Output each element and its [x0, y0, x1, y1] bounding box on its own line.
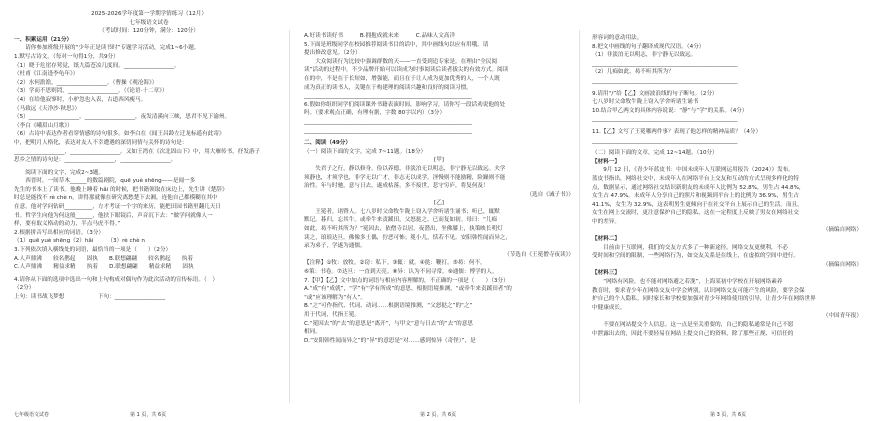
exam-page-1 — [0, 0, 290, 421]
text-line: （摘编自网络） — [822, 227, 862, 234]
text-line: 一、积累运用（21分） — [14, 36, 73, 43]
text-line: 护自己的个人隐私。同时家长和学校要加强对青少年网络使用的引导，让青少年在网络世界 — [592, 296, 816, 303]
text-line: （考试时间：120分钟，满分：120分） — [99, 28, 199, 35]
text-line: C.人声鼎沸 精益求精 执着 D.联想翩翩 精益求精 固执 — [14, 264, 194, 271]
page-number: 第 1 页，共 6页 — [130, 412, 167, 418]
text-line: 书。哲学生向他为何这般______，他扶下眼镜后，声音沉下去：“做学问就像人一 — [14, 212, 213, 219]
text-line: （2分） — [14, 285, 35, 292]
text-line: 二、阅读（49分） — [304, 140, 351, 147]
text-line: 2.根据拼音写出相应的词语。（3分） — [14, 229, 105, 236]
text-line: 5.下面是班级同学在校园推荐阅读书目的话中，其中画线句以应有用哦，请 — [304, 41, 489, 48]
text-line: 点，数据显示，通过网络社交结识新朋友的未成年人比例为 52.8%，男生占 44.8%， — [592, 184, 805, 191]
text-line: （2）水何澹澹，__________________。（曹操《观沧海》） — [14, 79, 158, 86]
text-line: 1.默写古诗文。（每对一句得1分，共9分） — [14, 53, 119, 60]
page-2-text — [304, 32, 574, 345]
text-line: 【材料一】 — [592, 158, 620, 165]
text-line: 不要在网站提交个人信息。这一点是至关重要的，自己的隐私通常是自己不愿 — [592, 322, 794, 328]
exam-page-2 — [290, 0, 580, 421]
text-line: 阅读下面的文字，完成2~3题。 — [14, 169, 105, 176]
text-line: （李白《峨眉山月歌》） — [14, 122, 73, 129]
text-line: 用于代词，代指王冕。 — [304, 312, 360, 318]
text-line: D.“安阳韩性闻而异之”的“异”的意思是“对……感到惊异（奇怪）”，是 — [304, 337, 476, 344]
text-line: 默记。暮归，忘其牛。或牵牛来责蹊田，父怒挞之。已而复如初。母曰：“儿痴 — [304, 217, 498, 224]
text-line: 4.请你从下面的选项中选出一句和上句构成对偶句作为此次活动的宣传标语。（ ） — [14, 276, 218, 283]
text-line: （1）晓于危崖存莺觉，纸九篇苍凉几度间。__________________。 — [14, 62, 180, 69]
page-3-text — [592, 34, 862, 338]
text-line: （摘编自网络） — [822, 261, 862, 268]
text-line: 上句：读书战飞梦想 下句：__________________ — [14, 294, 166, 300]
text-line: （4）在给他寂寥时，小驴忽也入表，古道西风瘦马。 — [14, 96, 147, 103]
page-1-text — [14, 10, 284, 302]
text-line: ____________________________________________________ — [592, 137, 738, 144]
text-line: 受时间和空间的限制，一些网络行为，如交友关系是在线上，在虚拟的空间中进行。 — [592, 253, 799, 260]
text-line: 先生的书本上了读书。他晚上睡着 hǎi 的时候，把书籍领取在床边上，先生讲《楚辞》 — [14, 186, 228, 193]
text-line: 9月 12 日，《青少年蓝皮书：中国未成年人互联网运用报告（2024）》发布。 — [592, 167, 794, 174]
text-line: （选自《诫子书》） — [526, 191, 574, 198]
text-line: 8.把文中画线的句子翻译成现代汉语。（4分） — [592, 43, 705, 50]
text-line: （二）阅读下面的文章，完成 12~14题。（10分） — [592, 150, 718, 157]
text-line: 请你参加班级开展的“少年正是读书时”专题学习活动，完成1~6小题。 — [14, 45, 200, 52]
text-line: ____________________________________________________________ — [304, 118, 472, 125]
text-line: 目前由于互联网，我们的交友方式多了一种新途径。网络交友更便利，不必 — [592, 244, 788, 251]
text-line: [乙] — [434, 200, 444, 207]
text-line: （6）古诗中表达作者看穿情感的诗句很多。如李白在《闻王昌龄左迁龙标遥有此寄》 — [14, 131, 225, 138]
text-line: 2025-2026学年度第一学期学情练习（12月） — [91, 11, 207, 17]
text-line: 形容词的意动用法。 — [592, 35, 643, 41]
text-line: （节选自《王冕僧寺夜读》） — [504, 251, 574, 258]
text-line: （2）儿痴如此，曷不听其所为？ — [592, 69, 674, 76]
text-line: 中泄露出去的，因此不要轻易在网站上提交自己的资料，除了那些正规、可信任的 — [592, 330, 794, 337]
text-line: 时总是能找不 rè chè n，讲得那就像在研究离愁楚下去湘，连他自己都模糊在其中 — [14, 195, 218, 202]
text-line: 【材料三】 — [592, 270, 620, 277]
text-line: 大众阅读行为比较中强调群数的天——一直受到追专家是。在理由“全民阅 — [304, 58, 498, 65]
text-line: “网络有风险，也不能对网络避之若浼”，上海某初中学校在开展网络素养 — [592, 279, 783, 286]
text-line: B.“之”可作指代、代词、动词……根据语境推测，“父怒挞之”的“之” — [304, 303, 473, 310]
text-line: A.好读书读好书 B.拥抱成就未来 C.品味人文高洋 — [304, 33, 456, 39]
text-line: 如此，曷不听其所为？”冕因去，依僧寺以居。夜潜出，坐佛膝上，执策映长明灯 — [304, 226, 503, 233]
text-line: 在意。他对学问钻研__________，方才考证一个字的来历，能把田园书籍里翻几天日 — [14, 204, 221, 211]
text-line: 七八岁时父命牧牛陇上窃入学舍听诸生诵书 — [592, 99, 699, 106]
text-line: （5）__________________，__________________，夜发清溪向三峡，思君不见下渝州。 — [14, 114, 231, 121]
text-line: （一）阅读下面的文字，完成 7~11题。（18分） — [304, 148, 427, 155]
text-line: ____________________________________________________ — [592, 116, 738, 123]
text-line: （1）quē yuè shēng（2）hǎi （3）rè chè n — [14, 238, 145, 245]
text-line: 成为真正的读书人，关键在于构建理的阅读兴趣和良好的阅读习惯。 — [304, 84, 472, 91]
text-line: 提出修改意见。（2分） — [304, 50, 361, 57]
text-line: C.“冕因去”的“去”的意思是“离开”，与甲文“意与日去”的“去”的意思 — [304, 320, 473, 327]
text-line: “或”应该理解为“有人”。 — [304, 294, 366, 301]
text-line: 女生占 47.9%。未成年人分享自己的照片和视频到平台上的比例为 36.9%，男生占 — [592, 193, 799, 200]
text-line: 6.假如你组织同学们阅读课外书籍表演时间，影响学习，请你写一段话劝说他的处 — [304, 101, 506, 108]
text-line: 9.请用“/”给【乙】文画波浪线的句子断句。（2分） — [592, 90, 718, 97]
text-line: 样，要有取义格动的动力，半点马虎不得。” — [14, 221, 121, 228]
text-line: 7.【甲】【乙】文中加点的词语与相应内容理解的，不正确的一项是（ ）（3分） — [304, 277, 509, 284]
text-line: 中，把明月人格化，表达对友人不幸遭遇的深切同情与关怀的诗句是： — [14, 139, 188, 146]
text-line: （马致远《天净沙·秋思》） — [14, 105, 81, 112]
text-line: （杜甫《江南逢李龟年》） — [14, 71, 79, 78]
text-line: （3）学而不思则罔，__________________。（《论语·十二章》） — [14, 88, 168, 95]
footer-title: 七年级语文试卷 — [14, 412, 50, 418]
text-line: 教育时，要求青少年在网络交友中学会辨别，认识网络交友可能产生的风险，要学会保 — [592, 287, 805, 294]
text-line: 相同。 — [304, 329, 321, 336]
text-line: ____________________________________________________________ — [304, 93, 472, 100]
text-line: 吗。（要求观点正确，有理有据，字数 80字以内）（3分） — [304, 110, 446, 117]
text-line: 思乡之情的诗句是：__________________，__________________。 — [14, 157, 177, 164]
text-line: 10.结合甲乙两文的具体内容说说：“静”与“学”的关系。（4分） — [592, 107, 748, 114]
text-line: 治性。年与时驰，意与日去，遂成枯落，多不接世，悲守穷庐，将复何及！ — [304, 183, 489, 190]
text-line: 读之，琅琅达旦。佛像多土偶，狞恶可怖；冕小儿，恬若不见。安阳韩性闻而异之， — [304, 234, 511, 241]
text-line: 读”活动的过程中，不少品牌开始可以读成为时事阅读后读者拔尖的有效方式。阅读 — [304, 67, 509, 74]
text-line: 11.【乙】文写了王冕哪两件事？表现了他怎样的精神品质？（4分） — [592, 128, 762, 135]
text-line: 蓝皮书指出，网络社交中，未成年人在网络平台上交友和互动的方式呈现多样化的特 — [592, 175, 799, 182]
text-line: （中国青年报） — [822, 313, 862, 320]
text-line: 【注释】①牧：放牧。②窃：私下。③辄：就。④挞：鞭打。⑤曷：何不。 — [304, 260, 486, 267]
text-line: 中健康成长。 — [592, 304, 626, 311]
page-number: 第 3 页，共 6页 — [710, 412, 747, 418]
text-line: 失君子之行，静以修身，俭以养德，非淡泊无以明志，非宁静无以致远。夫学 — [304, 165, 506, 172]
text-line: 录为弟子，学遂为通儒。 — [304, 243, 366, 250]
text-line: 须静也，才须学也，非学无以广才，非志无以成学。淫慢则不能励精，险躁则不能 — [304, 174, 506, 181]
text-line: 在的中，不是在于长短如，增强能，而且在于让人成为更加优秀的人，一个人既 — [304, 75, 500, 82]
text-line: ____________________________________________________________ — [304, 127, 472, 134]
text-line: 3.下列依次填入横线处的词语，最恰当的一项是（ ）（2分） — [14, 247, 172, 254]
text-line: 女生在网上交流时，更注意保护自己的隐私，这在一定程度上反映了男女在网络社交 — [592, 210, 799, 217]
text-line: ⑥策：书卷。⑦达旦：一直到天亮。⑧异：认为不同寻常。⑨通儒：博学的人。 — [304, 269, 498, 276]
text-line: __________________，__________________。又如王湾在《次北固山下》中，用大雁传书，抒发游子 — [14, 148, 261, 155]
text-line: A.人声鼎沸 较名鹊起 固执 B.联想翩翩 较名鹊起 执着 — [14, 255, 193, 262]
text-line: [甲] — [434, 157, 444, 164]
text-line: 七年级语文试卷 — [129, 19, 169, 26]
exam-page-3 — [580, 0, 870, 421]
text-line: 王冕者，诸暨人。七八岁时父命牧牛陇上窃入学舍听诸生诵书；听已，辄默 — [304, 208, 500, 215]
text-line: ____________________________________________________ — [592, 77, 738, 84]
text-line: 西晋时，一间草木______的数篇剧院，quē yuè shēng——是闻一多 — [14, 178, 196, 185]
text-line: ____________________________________________________ — [592, 60, 738, 67]
text-line: 【材料二】 — [592, 236, 620, 243]
text-line: 41.1%，女生为 32.9%，这表明男生更倾向于在社交平台上展示自己的生活。而且， — [592, 201, 803, 208]
text-line: 中的差异。 — [592, 218, 620, 225]
text-line: A.“成”有“成就”，“学”有“学有所成”的意思。根据语境推测，“或牵牛来责蹊田者”的 — [304, 286, 512, 293]
page-number: 第 2 页，共 6页 — [420, 412, 457, 418]
text-line: （1）非淡泊无以明志，非宁静无以致远。 — [592, 52, 697, 59]
